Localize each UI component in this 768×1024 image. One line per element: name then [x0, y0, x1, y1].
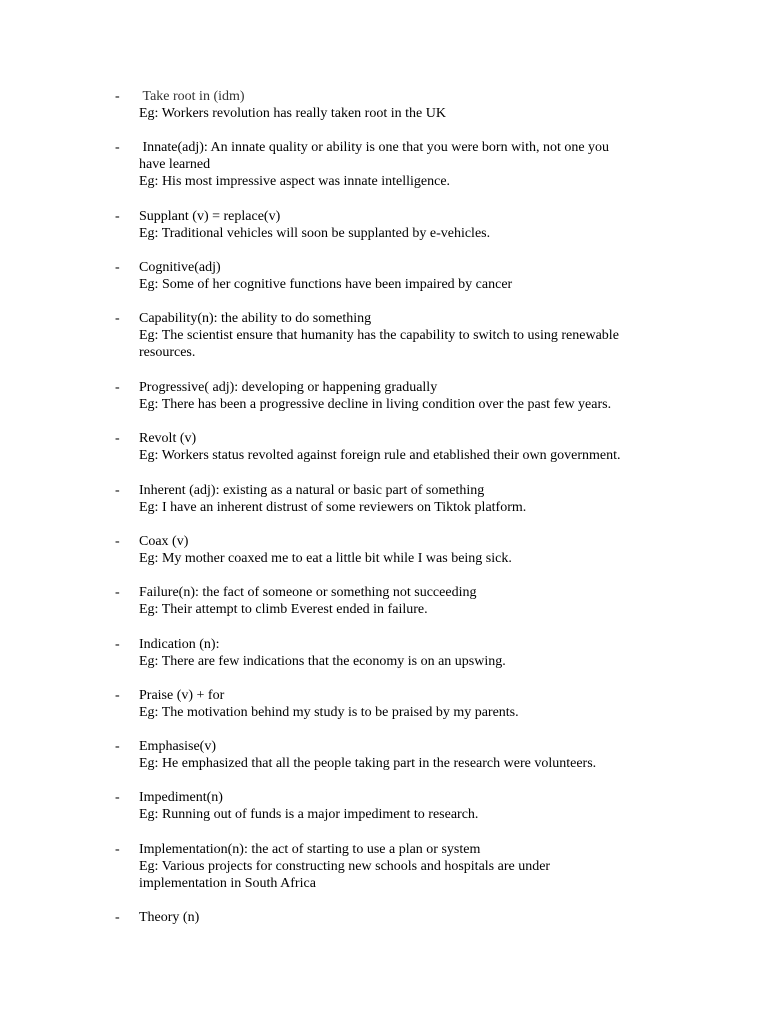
bullet-dash: - — [115, 89, 120, 104]
vocab-entry-text — [139, 139, 684, 190]
vocab-term: Emphasise(v) — [139, 739, 216, 754]
vocab-term: Failure(n): the fact of someone or something not succeeding — [139, 585, 477, 600]
vocab-example: Eg: The motivation behind my study is to be praised by my parents. — [139, 705, 519, 720]
vocab-example: Eg: Workers revolution has really taken root in the UK — [139, 106, 446, 121]
vocab-term: Revolt (v) — [139, 431, 197, 446]
vocab-term: Take root in (idm) — [139, 89, 245, 104]
bullet-dash: - — [115, 260, 120, 275]
vocab-term: Indication (n): — [139, 637, 220, 652]
bullet-dash: - — [115, 688, 120, 703]
vocab-example: Eg: I have an inherent distrust of some reviewers on Tiktok platform. — [139, 500, 527, 515]
vocab-example: Eg: My mother coaxed me to eat a little bit while I was being sick. — [139, 551, 512, 566]
vocab-term: Implementation(n): the act of starting to use a plan or system — [139, 842, 481, 857]
bullet-dash: - — [115, 790, 120, 805]
bullet-dash: - — [115, 637, 120, 652]
vocab-term: Impediment(n) — [139, 790, 223, 805]
vocab-example: Eg: The scientist ensure that humanity has the capability to switch to using renewable resources. — [139, 328, 619, 360]
vocab-entry-text — [139, 430, 684, 464]
vocab-example: Eg: Some of her cognitive functions have been impaired by cancer — [139, 277, 513, 292]
bullet-dash: - — [115, 739, 120, 754]
bullet-dash: - — [115, 910, 120, 925]
bullet-dash: - — [115, 483, 120, 498]
vocab-entry-text — [139, 259, 684, 293]
vocab-term: Praise (v) + for — [139, 688, 225, 703]
vocab-term: Capability(n): the ability to do something — [139, 311, 372, 326]
bullet-dash: - — [115, 140, 120, 155]
vocab-example: Eg: Their attempt to climb Everest ended in failure. — [139, 602, 428, 617]
vocab-example: Eg: Various projects for constructing new schools and hospitals are under implementation in South Africa — [139, 859, 551, 891]
vocab-example: Eg: He emphasized that all the people taking part in the research were volunteers. — [139, 756, 597, 771]
vocab-example: Eg: There are few indications that the economy is on an upswing. — [139, 654, 506, 669]
vocab-entry-text — [139, 379, 684, 413]
vocab-entry-text — [139, 909, 684, 926]
vocab-term: Inherent (adj): existing as a natural or basic part of something — [139, 483, 485, 498]
vocab-entry-text — [139, 208, 684, 242]
vocab-example: Eg: Running out of funds is a major impediment to research. — [139, 807, 479, 822]
vocab-entry-text — [139, 584, 684, 618]
vocab-example: Eg: His most impressive aspect was innate intelligence. — [139, 174, 451, 189]
bullet-dash: - — [115, 380, 120, 395]
vocab-term: Progressive( adj): developing or happening gradually — [139, 380, 438, 395]
bullet-dash: - — [115, 534, 120, 549]
vocab-term: Coax (v) — [139, 534, 189, 549]
vocab-example: Eg: Traditional vehicles will soon be supplanted by e-vehicles. — [139, 226, 491, 241]
vocab-entry-text — [139, 687, 684, 721]
vocab-term: Theory (n) — [139, 910, 200, 925]
vocab-term: Cognitive(adj) — [139, 260, 221, 275]
vocab-term: Innate(adj): An innate quality or ability is one that you were born with, not one you have learned — [139, 140, 610, 172]
bullet-dash: - — [115, 311, 120, 326]
vocab-entry-text — [139, 738, 684, 772]
vocab-example: Eg: There has been a progressive decline in living condition over the past few years. — [139, 397, 612, 412]
vocab-entry-text — [139, 533, 684, 567]
vocab-entry-text — [139, 88, 684, 122]
vocab-entry-text — [139, 482, 684, 516]
bullet-dash: - — [115, 585, 120, 600]
vocab-entry-text — [139, 310, 684, 361]
vocab-entry-text — [139, 841, 684, 892]
vocab-entry-text — [139, 636, 684, 670]
bullet-dash: - — [115, 209, 120, 224]
vocab-example: Eg: Workers status revolted against foreign rule and etablished their own government. — [139, 448, 621, 463]
vocab-entry-text — [139, 789, 684, 823]
bullet-dash: - — [115, 431, 120, 446]
bullet-dash: - — [115, 842, 120, 857]
vocab-term: Supplant (v) = replace(v) — [139, 209, 281, 224]
